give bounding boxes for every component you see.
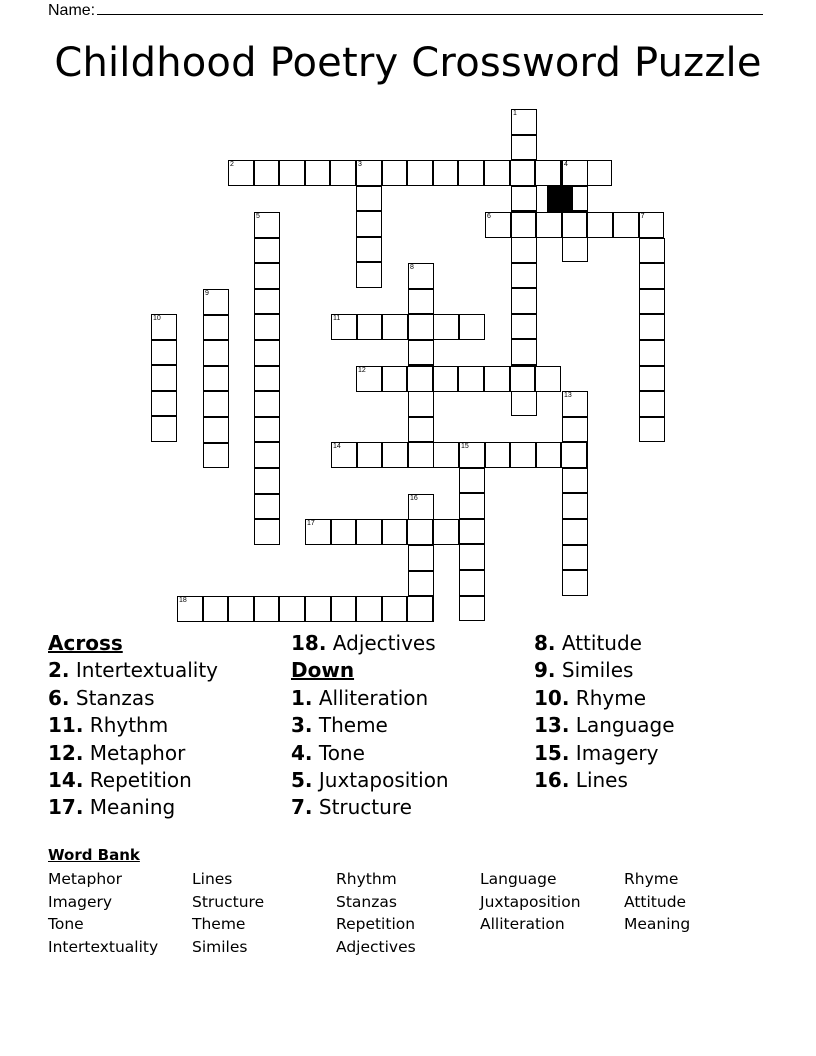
- clue-down-13: 13. Language: [534, 713, 675, 738]
- crossword-cell[interactable]: [356, 186, 382, 212]
- crossword-cell[interactable]: [561, 442, 587, 468]
- crossword-cell[interactable]: [382, 366, 408, 392]
- word-bank-item: Theme: [192, 915, 246, 934]
- crossword-cell[interactable]: [356, 262, 382, 288]
- crossword-cell[interactable]: [408, 571, 434, 597]
- crossword-cell[interactable]: [433, 519, 459, 545]
- crossword-cell[interactable]: [639, 366, 665, 392]
- clue-across-14: 14. Repetition: [48, 768, 192, 793]
- clue-number: 15: [461, 443, 469, 450]
- crossword-cell[interactable]: [305, 596, 331, 622]
- crossword-cell[interactable]: [254, 263, 280, 289]
- crossword-cell[interactable]: [151, 314, 177, 340]
- word-bank-item: Imagery: [48, 892, 113, 911]
- crossword-cell[interactable]: [535, 366, 561, 392]
- crossword-cell[interactable]: [459, 596, 485, 622]
- crossword-cell[interactable]: [408, 314, 434, 340]
- word-bank-item: Juxtaposition: [480, 892, 581, 911]
- crossword-cell[interactable]: [639, 238, 665, 264]
- crossword-cell[interactable]: [562, 545, 588, 571]
- clue-number: 10: [153, 315, 161, 322]
- crossword-cell[interactable]: [639, 417, 665, 443]
- crossword-cell[interactable]: [382, 442, 408, 468]
- crossword-cell[interactable]: [279, 160, 305, 186]
- crossword-cell[interactable]: [511, 186, 537, 212]
- crossword-cell[interactable]: [254, 442, 280, 468]
- crossword-cell[interactable]: [151, 340, 177, 366]
- crossword-cell[interactable]: [228, 596, 254, 622]
- crossword-cell[interactable]: [408, 263, 434, 289]
- crossword-cell[interactable]: [151, 416, 177, 442]
- across-heading: Across: [48, 631, 123, 655]
- crossword-cell[interactable]: [484, 366, 510, 392]
- crossword-cell[interactable]: [357, 314, 383, 340]
- crossword-cell[interactable]: [382, 314, 408, 340]
- word-bank-item: Adjectives: [336, 937, 416, 956]
- name-field[interactable]: [48, 0, 763, 20]
- word-bank-column-5: [624, 868, 690, 936]
- clue-number: 4: [564, 161, 568, 168]
- crossword-cell[interactable]: [562, 160, 588, 186]
- crossword-cell[interactable]: [254, 366, 280, 392]
- page-title: Childhood Poetry Crossword Puzzle: [54, 40, 762, 86]
- crossword-cell[interactable]: [587, 212, 613, 238]
- crossword-cell[interactable]: [331, 596, 357, 622]
- word-bank-column-2: [192, 868, 264, 958]
- crossword-cell[interactable]: [279, 596, 305, 622]
- clue-across-6: 6. Stanzas: [48, 685, 155, 710]
- crossword-cell[interactable]: [331, 442, 357, 468]
- crossword-cell[interactable]: [459, 442, 485, 468]
- word-bank-item: Tone: [48, 915, 84, 934]
- crossword-cell[interactable]: [203, 596, 229, 622]
- crossword-cell[interactable]: [459, 570, 485, 596]
- crossword-cell[interactable]: [459, 493, 485, 519]
- clues-column-1: [48, 630, 218, 822]
- crossword-cell[interactable]: [177, 596, 203, 622]
- clue-number: 17: [307, 520, 315, 527]
- crossword-cell[interactable]: [254, 596, 280, 622]
- word-bank-column-3: [336, 868, 416, 958]
- clue-down-5: 5. Juxtaposition: [291, 768, 449, 793]
- crossword-cell[interactable]: [485, 442, 511, 468]
- crossword-cell[interactable]: [562, 493, 588, 519]
- clue-across-12: 12. Metaphor: [48, 740, 186, 765]
- crossword-cell[interactable]: [536, 212, 562, 238]
- clue-number: 3: [358, 161, 362, 168]
- crossword-cell[interactable]: [382, 519, 408, 545]
- crossword-cell[interactable]: [203, 366, 229, 392]
- name-underline: [97, 0, 763, 15]
- word-bank-item: Stanzas: [336, 892, 397, 911]
- crossword-cell[interactable]: [459, 314, 485, 340]
- crossword-cell[interactable]: [203, 315, 229, 341]
- word-bank-item: Attitude: [624, 892, 687, 911]
- clue-number: 1: [513, 110, 517, 117]
- clue-down-16: 16. Lines: [534, 768, 628, 793]
- crossword-cell[interactable]: [562, 468, 588, 494]
- crossword-cell[interactable]: [511, 135, 537, 161]
- crossword-cell[interactable]: [254, 340, 280, 366]
- crossword-cell[interactable]: [511, 314, 537, 340]
- name-label: Name:: [48, 2, 96, 19]
- word-bank-item: Intertextuality: [48, 937, 159, 956]
- clue-down-7: 7. Structure: [291, 795, 412, 820]
- word-bank-item: Alliteration: [480, 915, 565, 934]
- clue-down-8: 8. Attitude: [534, 631, 642, 655]
- crossword-cell[interactable]: [535, 160, 561, 186]
- crossword-cell[interactable]: [639, 314, 665, 340]
- crossword-cell[interactable]: [511, 339, 537, 365]
- word-bank-item: Language: [480, 870, 557, 888]
- crossword-cell[interactable]: [433, 442, 459, 468]
- crossword-cell[interactable]: [562, 212, 588, 238]
- crossword-cell[interactable]: [408, 340, 434, 366]
- clue-number: 16: [410, 495, 418, 502]
- crossword-cell[interactable]: [562, 391, 588, 417]
- clue-number: 18: [179, 597, 187, 604]
- crossword-cell[interactable]: [408, 494, 434, 520]
- clue-number: 2: [230, 161, 234, 168]
- crossword-cell[interactable]: [511, 237, 537, 263]
- crossword-cell[interactable]: [562, 417, 588, 443]
- crossword-cell[interactable]: [254, 238, 280, 264]
- clues-column-2: [291, 630, 449, 822]
- crossword-cell[interactable]: [203, 443, 229, 469]
- crossword-cell[interactable]: [458, 366, 484, 392]
- crossword-cell[interactable]: [510, 160, 536, 186]
- crossword-cell[interactable]: [408, 545, 434, 571]
- word-bank-item: Similes: [192, 937, 248, 956]
- clue-down-1: 1. Alliteration: [291, 685, 429, 710]
- crossword-cell[interactable]: [433, 314, 459, 340]
- crossword-cell[interactable]: [254, 519, 280, 545]
- crossword-cell[interactable]: [305, 519, 331, 545]
- clue-number: 5: [256, 213, 260, 220]
- crossword-cell[interactable]: [408, 417, 434, 443]
- crossword-cell[interactable]: [151, 391, 177, 417]
- crossword-cell[interactable]: [331, 314, 357, 340]
- crossword-cell[interactable]: [408, 391, 434, 417]
- clue-number: 12: [358, 367, 366, 374]
- crossword-cell[interactable]: [356, 519, 382, 545]
- crossword-cell[interactable]: [305, 160, 331, 186]
- clue-number: 7: [640, 213, 645, 220]
- clue-number: 13: [564, 392, 572, 399]
- crossword-cell[interactable]: [228, 160, 254, 186]
- crossword-cell[interactable]: [613, 212, 639, 238]
- crossword-cell[interactable]: [203, 417, 229, 443]
- crossword-cell[interactable]: [562, 519, 588, 545]
- crossword-cell[interactable]: [356, 366, 382, 392]
- crossword-cell[interactable]: [407, 596, 433, 622]
- crossword-cell[interactable]: [407, 160, 433, 186]
- crossword-cell[interactable]: [254, 391, 280, 417]
- crossword-cell[interactable]: [203, 289, 229, 315]
- crossword-cell[interactable]: [357, 442, 383, 468]
- crossword-cell[interactable]: [254, 494, 280, 520]
- crossword-cell[interactable]: [356, 160, 382, 186]
- clue-down-10: 10. Rhyme: [534, 685, 646, 710]
- clue-down-15: 15. Imagery: [534, 740, 659, 765]
- crossword-cell[interactable]: [408, 442, 434, 468]
- down-heading: Down: [291, 658, 355, 683]
- crossword-cell[interactable]: [459, 544, 485, 570]
- crossword-cell[interactable]: [254, 160, 280, 186]
- crossword-cell[interactable]: [203, 391, 229, 417]
- crossword-cell[interactable]: [639, 391, 665, 417]
- crossword-cell[interactable]: [382, 160, 408, 186]
- crossword-cell[interactable]: [458, 160, 484, 186]
- word-bank-item: Repetition: [336, 915, 416, 934]
- black-cell: [547, 186, 573, 212]
- crossword-cell[interactable]: [433, 160, 459, 186]
- clue-number: 11: [333, 315, 341, 322]
- clue-across-17: 17. Meaning: [48, 795, 176, 820]
- word-bank-item: Lines: [192, 870, 233, 888]
- crossword-cell[interactable]: [151, 365, 177, 391]
- crossword-cell[interactable]: [511, 288, 537, 314]
- crossword-cell[interactable]: [254, 468, 280, 494]
- crossword-cell[interactable]: [331, 519, 357, 545]
- clue-across-18: 18. Adjectives: [291, 631, 436, 655]
- crossword-cell[interactable]: [254, 314, 280, 340]
- crossword-cell[interactable]: [382, 596, 408, 622]
- clue-down-3: 3. Theme: [291, 713, 388, 738]
- crossword-cell[interactable]: [356, 237, 382, 263]
- crossword-cell[interactable]: [510, 366, 536, 392]
- crossword-cell[interactable]: [510, 442, 536, 468]
- crossword-cell[interactable]: [511, 212, 537, 238]
- word-bank-item: Structure: [192, 892, 265, 911]
- clue-number: 9: [205, 290, 209, 297]
- word-bank-item: Metaphor: [48, 870, 123, 888]
- crossword-cell[interactable]: [203, 340, 229, 366]
- crossword-cell[interactable]: [639, 289, 665, 315]
- clue-across-11: 11. Rhythm: [48, 713, 169, 738]
- crossword-cell[interactable]: [330, 160, 356, 186]
- crossword-cell[interactable]: [407, 366, 433, 392]
- clue-number: 14: [333, 443, 341, 450]
- clue-number: 6: [487, 213, 491, 220]
- word-bank-column-1: [48, 868, 158, 958]
- crossword-cell[interactable]: [536, 442, 562, 468]
- word-bank-column-4: [480, 868, 581, 936]
- word-bank-item: Rhyme: [624, 870, 679, 888]
- crossword-cell[interactable]: [254, 212, 280, 238]
- crossword-cell[interactable]: [511, 109, 537, 135]
- crossword-cell[interactable]: [562, 237, 588, 263]
- clue-down-9: 9. Similes: [534, 658, 634, 683]
- crossword-cell[interactable]: [433, 366, 459, 392]
- clues-column-3: [534, 630, 675, 794]
- crossword-cell[interactable]: [408, 289, 434, 315]
- crossword-cell[interactable]: [459, 519, 485, 545]
- crossword-cell[interactable]: [459, 468, 485, 494]
- crossword-cell[interactable]: [511, 263, 537, 289]
- crossword-cell[interactable]: [407, 519, 433, 545]
- clue-down-4: 4. Tone: [291, 740, 365, 765]
- crossword-cell[interactable]: [639, 212, 665, 238]
- crossword-cell[interactable]: [639, 263, 665, 289]
- crossword-cell[interactable]: [356, 596, 382, 622]
- clue-across-2: 2. Intertextuality: [48, 658, 219, 683]
- word-bank-title: Word Bank: [48, 846, 140, 864]
- crossword-cell[interactable]: [254, 417, 280, 443]
- word-bank-item: Rhythm: [336, 870, 397, 888]
- crossword-cell[interactable]: [586, 160, 612, 186]
- crossword-cell[interactable]: [511, 391, 537, 417]
- crossword-cell[interactable]: [639, 340, 665, 366]
- clue-number: 8: [410, 264, 414, 271]
- crossword-cell[interactable]: [254, 289, 280, 315]
- crossword-cell[interactable]: [356, 211, 382, 237]
- crossword-cell[interactable]: [562, 570, 588, 596]
- word-bank-item: Meaning: [624, 915, 691, 934]
- crossword-cell[interactable]: [484, 160, 510, 186]
- crossword-cell[interactable]: [485, 212, 511, 238]
